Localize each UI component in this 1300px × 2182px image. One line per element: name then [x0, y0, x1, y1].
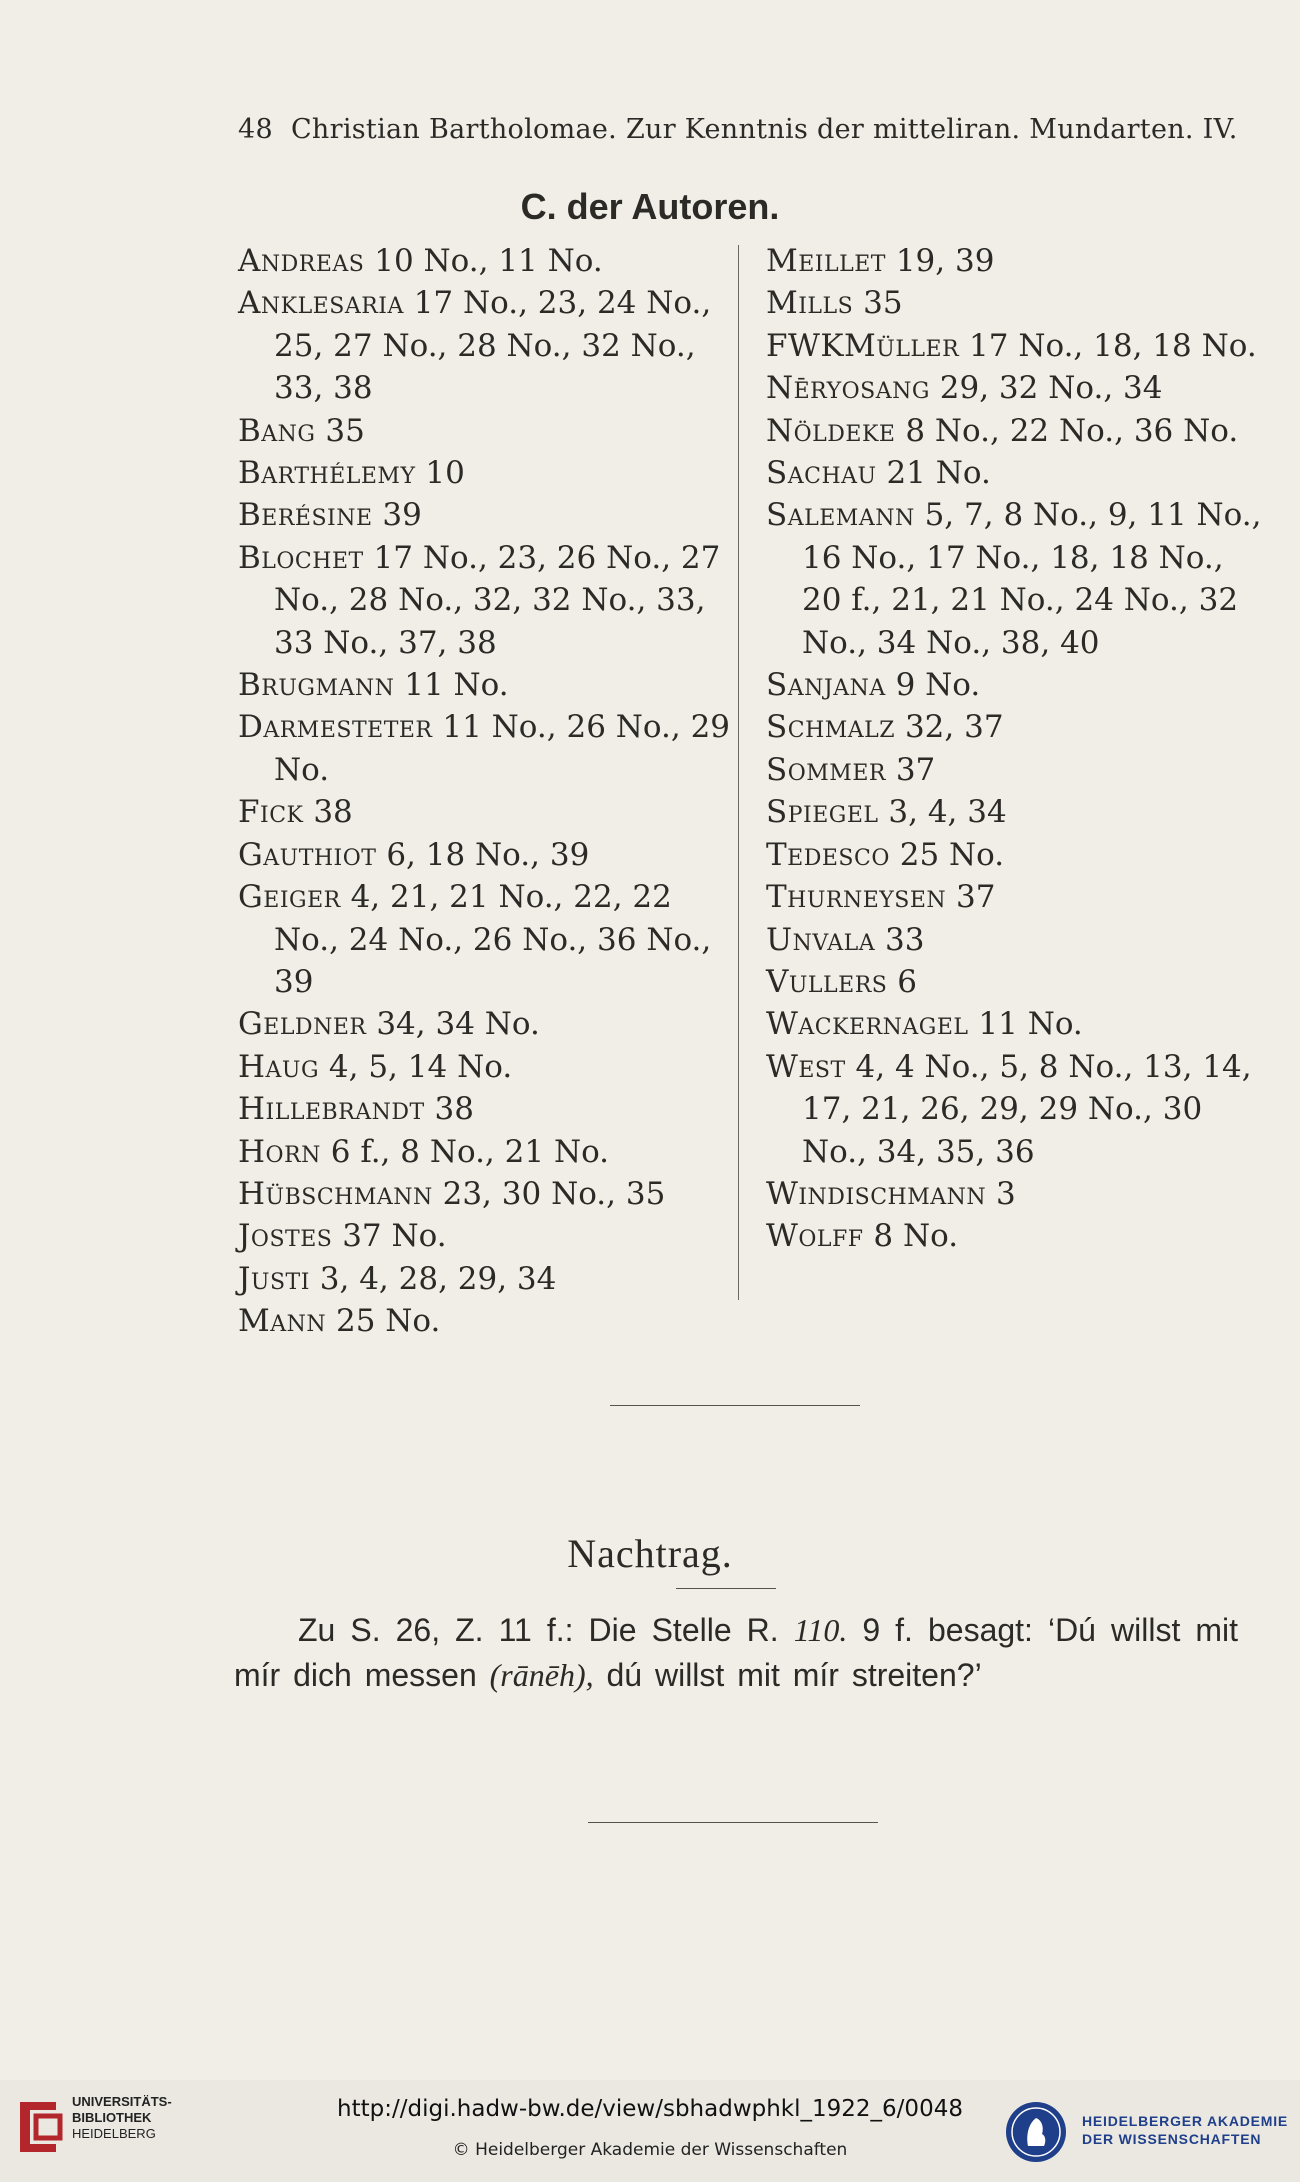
author-name: Bang	[238, 412, 316, 449]
author-name: Spiegel	[766, 794, 879, 831]
author-name: Meillet	[766, 243, 886, 279]
index-entry	[238, 1173, 738, 1215]
index-entry	[766, 1173, 1266, 1215]
author-name: Horn	[238, 1133, 321, 1170]
page-refs: 21 No.	[886, 455, 991, 492]
author-name: Hillebrandt	[238, 1091, 425, 1128]
author-name: Hübschmann	[238, 1175, 433, 1212]
author-name: Darmesteter	[238, 709, 433, 746]
page-refs: 35	[325, 412, 365, 449]
page-refs: 33	[885, 921, 925, 958]
author-name: Brugmann	[238, 667, 395, 704]
page-refs: 4, 21, 21 No., 22, 22 No., 24 No., 26 No., 36 No., 39	[274, 879, 712, 1000]
author-name: Sachau	[766, 455, 877, 492]
author-name: Barthélemy	[238, 455, 416, 492]
page-refs: 3, 4, 28, 29, 34	[319, 1260, 557, 1297]
page-refs: 10	[425, 455, 465, 492]
index-entry	[766, 919, 1266, 961]
page-refs: 3	[996, 1175, 1016, 1212]
page-refs: 17 No., 18, 18 No.	[969, 327, 1257, 364]
author-name: Mills	[766, 285, 854, 322]
page-refs: 19, 39	[895, 243, 995, 279]
index-entry	[766, 240, 1266, 282]
author-name: Windischmann	[766, 1175, 987, 1212]
index-entry	[238, 452, 738, 494]
page-refs: 4, 4 No., 5, 8 No., 13, 14, 17, 21, 26, 29, 29 No., 30 No., 34, 35, 36	[802, 1048, 1252, 1170]
index-entry	[238, 537, 738, 664]
page-refs: 25 No.	[336, 1303, 441, 1340]
author-name: Unvala	[766, 921, 876, 958]
academy-name: HEIDELBERGER AKADEMIE DER WISSENSCHAFTEN	[1082, 2113, 1289, 2147]
running-header	[238, 114, 1238, 145]
index-entry	[766, 876, 1266, 918]
index-entry	[766, 282, 1266, 324]
index-entry	[238, 494, 738, 536]
page-refs: 32, 37	[904, 709, 1004, 746]
permalink-url[interactable]: http://digi.hadw-bw.de/view/sbhadwphkl_1922_6/0048	[337, 2096, 963, 2122]
page-refs: 37	[895, 751, 936, 788]
reference-number: 110.	[793, 1612, 848, 1648]
author-name: Vullers	[766, 963, 888, 1000]
page-refs: 11 No., 26 No., 29 No.	[274, 709, 731, 788]
title-underline	[676, 1588, 776, 1589]
page-refs: 8 No., 22 No., 36 No.	[905, 412, 1239, 449]
index-entry	[238, 834, 738, 876]
author-name: Nöldeke	[766, 412, 896, 449]
author-name: Sanjana	[766, 667, 886, 704]
academy-seal-icon	[1004, 2100, 1068, 2164]
index-entry	[238, 876, 738, 1003]
page-refs: 35	[863, 285, 903, 322]
author-name: FWKMüller	[766, 327, 960, 364]
index-column-right	[766, 240, 1266, 1258]
author-name: Justi	[238, 1260, 310, 1297]
index-entry	[238, 1046, 738, 1088]
index-column-left	[238, 240, 738, 1343]
author-name: Nēryosang	[766, 370, 930, 407]
index-entry	[238, 664, 738, 706]
author-name: Geldner	[238, 1006, 367, 1043]
author-name: Wolff	[766, 1218, 864, 1255]
index-entry	[238, 1215, 738, 1257]
nachtrag-title: Nachtrag.	[567, 1531, 733, 1576]
author-name: Haug	[238, 1048, 320, 1085]
author-name: Tedesco	[766, 836, 890, 873]
page-refs: 25 No.	[899, 836, 1005, 873]
index-entry	[766, 452, 1266, 494]
author-name: Andreas	[238, 243, 365, 279]
page-refs: 4, 5, 14 No.	[328, 1048, 513, 1085]
index-entry	[766, 1215, 1266, 1257]
index-entry	[766, 791, 1266, 833]
index-entry	[766, 749, 1266, 791]
page-refs: 39	[382, 497, 422, 534]
page-refs: 17 No., 23, 26 No., 27 No., 28 No., 32, 32 No., 33, 33 No., 37, 38	[274, 539, 721, 661]
author-name: Gauthiot	[238, 836, 377, 873]
author-name: Berésine	[238, 497, 373, 534]
library-name: UNIVERSITÄTS- BIBLIOTHEK HEIDELBERG	[72, 2094, 172, 2141]
index-entry	[766, 1003, 1266, 1045]
author-name: Thurneysen	[766, 879, 947, 916]
index-entry	[766, 834, 1266, 876]
index-entry	[766, 664, 1266, 706]
page-refs: 6, 18 No., 39	[386, 836, 590, 873]
page-refs: 5, 7, 8 No., 9, 11 No., 16 No., 17 No., 18, 18 No., 20 f., 21, 21 No., 24 No., 32 No., 34 No., 38, 40	[802, 497, 1262, 661]
page-refs: 23, 30 No., 35	[442, 1175, 666, 1212]
section-title: C. der Autoren.	[520, 186, 780, 227]
index-entry	[238, 1131, 738, 1173]
index-entry	[238, 1088, 738, 1130]
author-name: Blochet	[238, 539, 364, 576]
author-name: Anklesaria	[238, 285, 404, 322]
nachtrag-paragraph: Zu S. 26, Z. 11 f.: Die Stelle R. 110. 9 f. besagt: ‘Dú willst mit mír dich messen (rānēh), dú willst mit mír streiten?’	[234, 1612, 1239, 1693]
index-entry	[238, 240, 738, 282]
index-entry	[238, 706, 738, 791]
page-refs: 6	[897, 963, 917, 1000]
end-rule	[588, 1822, 878, 1823]
index-entry	[238, 791, 738, 833]
author-name: West	[766, 1048, 846, 1085]
page-refs: 3, 4, 34	[888, 794, 1007, 831]
page-number: 48	[238, 114, 273, 145]
page-refs: 10 No., 11 No.	[374, 243, 603, 279]
index-entry	[238, 1258, 738, 1300]
page-refs: 8 No.	[873, 1218, 959, 1255]
page-refs: 11 No.	[404, 667, 509, 704]
author-name: Sommer	[766, 751, 886, 788]
section-rule	[610, 1405, 860, 1406]
index-entry	[238, 1003, 738, 1045]
page-refs: 38	[434, 1091, 474, 1128]
footer-bar	[0, 2080, 1300, 2182]
page-refs: 11 No.	[978, 1006, 1083, 1043]
index-entry	[766, 410, 1266, 452]
index-entry	[238, 282, 738, 409]
author-name: Wackernagel	[766, 1006, 969, 1043]
column-divider	[738, 245, 739, 1300]
author-name: Schmalz	[766, 709, 896, 746]
page-refs: 37 No.	[342, 1218, 447, 1255]
page-refs: 38	[313, 794, 353, 831]
author-name: Mann	[238, 1303, 327, 1340]
page-refs: 17 No., 23, 24 No., 25, 27 No., 28 No., 32 No., 33, 38	[274, 285, 712, 407]
index-entry	[238, 1300, 738, 1342]
copyright-notice: © Heidelberger Akademie der Wissenschaften	[452, 2140, 848, 2160]
page-refs: 29, 32 No., 34	[939, 370, 1163, 407]
index-entry	[766, 325, 1266, 367]
author-name: Salemann	[766, 497, 915, 534]
author-name: Fick	[238, 794, 304, 831]
page-refs: 9 No.	[895, 667, 981, 704]
index-entry	[766, 1046, 1266, 1173]
page-refs: 6 f., 8 No., 21 No.	[330, 1133, 610, 1170]
running-title: Christian Bartholomae. Zur Kenntnis der mitteliran. Mundarten. IV.	[290, 114, 1238, 145]
author-name: Jostes	[238, 1218, 333, 1255]
page-refs: 37	[956, 879, 996, 916]
index-entry	[766, 961, 1266, 1003]
index-entry	[766, 367, 1266, 409]
index-entry	[766, 494, 1266, 664]
page-refs: 34, 34 No.	[376, 1006, 540, 1043]
author-name: Geiger	[238, 879, 341, 916]
index-entry	[238, 410, 738, 452]
index-entry	[766, 706, 1266, 748]
transliterated-word: (rānēh),	[489, 1657, 594, 1693]
